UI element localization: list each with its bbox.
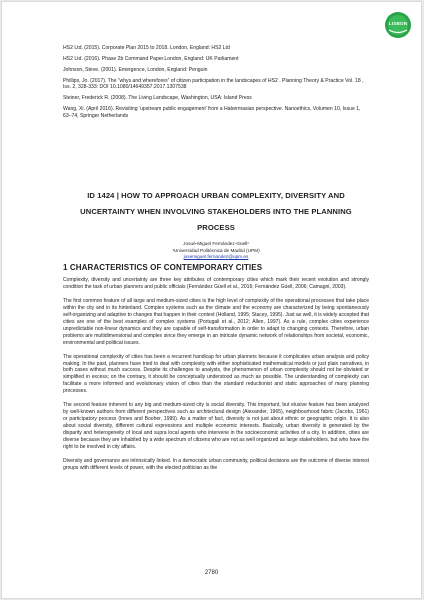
section-heading: 1 CHARACTERISTICS OF CONTEMPORARY CITIES [63,263,263,272]
reference-item: Steiner, Frederick R. (2008). The Living Landscape, Washington, USA: Island Press [63,95,252,102]
author-name: Josué-Miguel Fernández-Güell¹ [183,241,249,246]
body-paragraph: The operational complexity of cities has been a recurrent handicap for urban planners because it complicates urban analysis and policy making. In the past, planners have tried to deal with complexity with either sophisticated mathematical models or just plain narratives, in both cases without much success. Despite its challenges to analysts, the phenomenon of urban complexity should not be obviated or simplified in excess; on the contrary, it should be conceptually understood as much as possible. The understanding of complexity can facilitate a more informed and evolutionary vision of cities than the standard reductionist and static approaches of many planning processes. [63,353,369,395]
reference-item: HS2 Ltd. (2015). Corporate Plan 2015 to 2018. London, England: HS2 Ltd [63,45,230,51]
reference-item: Wang, Xi. (April 2016). Revisiting ‘upstream public engagement’ from a Habermasian perspective. Nanoethics, Volumen 10, Issue 1, 63–74, Springer Netherlands [63,106,361,119]
reference-item: Phillips, Jo. (2017). The “whys and wherefores” of citizen participation in the landscapes of HS2 . Planning Theory & Practice Vol. 18 , Iss. 2, 328-333: DOI 10.1080/14649357.2017.1307538 [63,77,364,91]
body-paragraph: Complexity, diversity and uncertainty are three key attributes of contemporary cities which mark their recent evolution and strongly condition the task of urban planners and public officials (Fernández Güell et al., 2016; Fernández Güell, 2006; Camagni, 2003). [63,277,369,290]
body-paragraph: The first common feature of all large and medium-sized cities is the high level of complexity of the operational processes that take place within the city and in its hinterland. Complex systems such as the climate and the economy are characterized by being spontaneously self-organizing and adaptive to changes that happen in their context (Holland, 1995; Stacey, 1995). Just as well, it is widely accepted that cities are one of the best examples of complex systems (Portugali et al., 2012; Allen, 1997). As a rule, complex cities experience unpredictable non-linear dynamics and they are capable of self-transformation in order to adapt to changing contexts. Therefore, urban problems are multidimensional and complex since they emerge in an intricate dynamic network of relationships from societal, economic, environmental and political issues. [63,297,369,346]
section-body [63,277,369,479]
body-paragraph: Diversity and governance are intrinsically linked. In a democratic urban community, political decisions are the outcome of diverse interest groups with different levels of power, with the elected politician as the [63,457,369,471]
conference-logo [384,11,412,39]
page-number: 2780 [204,570,219,576]
author-email-link[interactable]: josemiguel.fernandez@upm.es [183,254,249,259]
author-block [63,241,369,261]
document-page [2,2,421,598]
reference-list [63,45,369,124]
reference-item: HS2 Ltd. (2016). Phase 2b Command Paper.London, England: UK Parliament [63,55,239,62]
body-paragraph: The second feature inherent to any big and medium-sized city is social diversity. This important, but elusive feature has been analyzed by well-known authors from different perspectives such as architectural design (Alexander, 1965), neighbourhood fabric (Jacobs, 1961) or participatory process (Innes and Booher, 1999). As a matter of fact, diversity is not just about ethnic or geographic origin. It is also about social diversity, different cultural expressions and multiple economic interests. Basically, urban diversity is generated by the disparity and heterogeneity of local and supra local agents who intervene in the socioeconomic activities of a city. In addition, cities are diverse because they are inhabited by a wide spectrum of citizens who are not as well organized as large stakeholders, but who have the right to be involved in city affairs. [63,402,369,451]
author-affiliation: ¹Universidad Politécnica de Madrid (UPM) [172,247,260,253]
reference-item: Johnson, Steve. (2001). Emergence, London, England: Penguin [63,66,208,73]
logo-text: LISBON [388,21,408,26]
paper-title: ID 1424 | HOW TO APPROACH URBAN COMPLEXITY, DIVERSITY AND UNCERTAINTY WHEN INVOLVING STAKEHOLDERS INTO THE PLANNING PROCESS [80,191,352,232]
